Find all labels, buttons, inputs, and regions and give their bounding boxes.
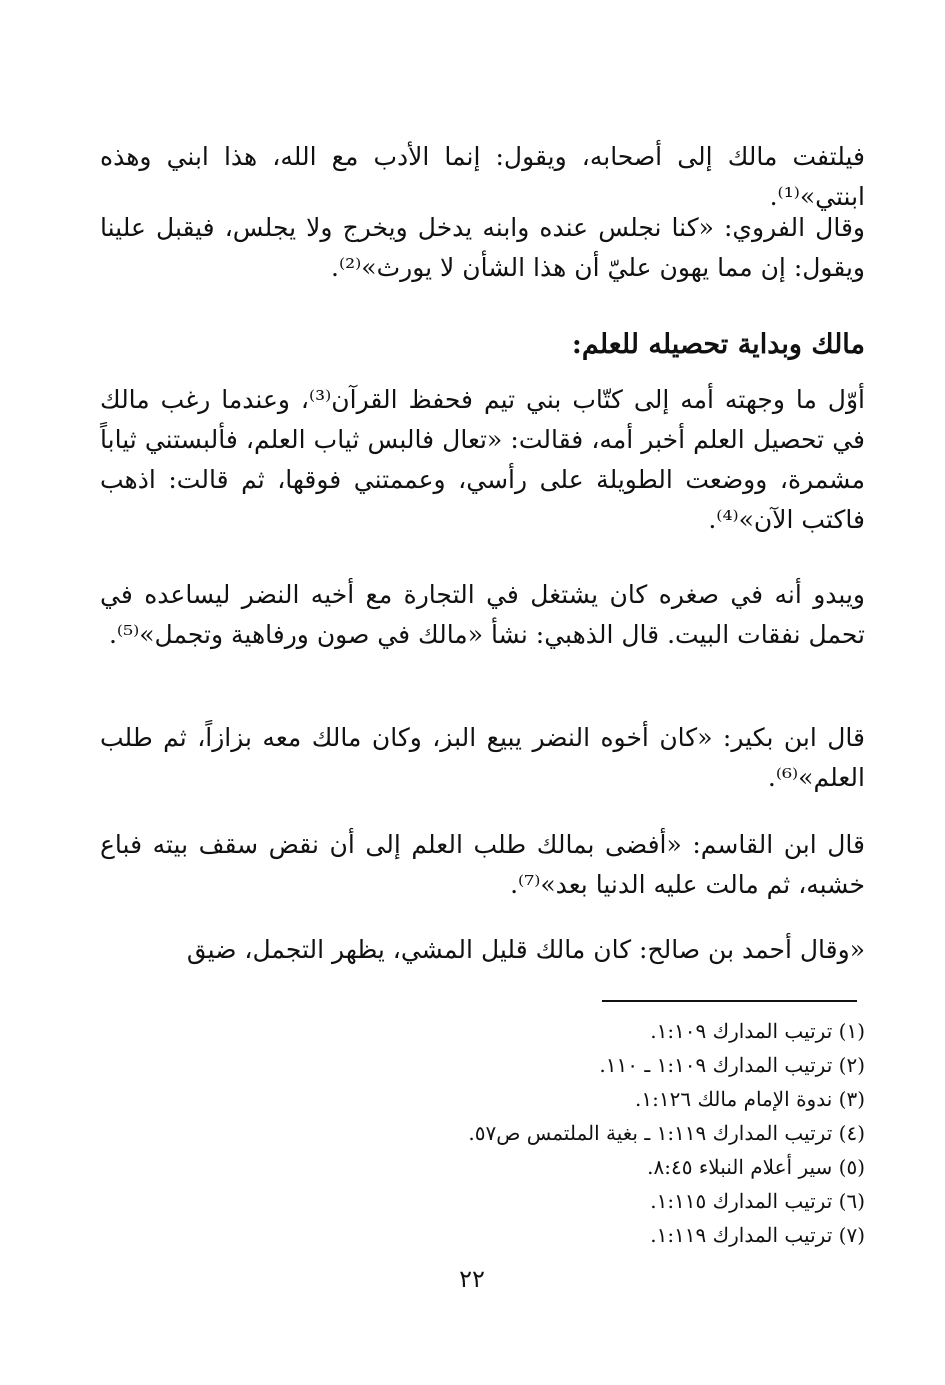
footnote-divider [602, 1000, 857, 1002]
footnote-item: (٥) سير أعلام النبلاء ٨:٤٥. [647, 1155, 865, 1179]
paragraph-2-block [100, 208, 865, 288]
body-paragraph: «وقال أحمد بن صالح: كان مالك قليل المشي، يظهر التجمل، ضيق [186, 935, 865, 964]
paragraph-5-block [100, 718, 865, 798]
section-heading: مالك وبداية تحصيله للعلم: [571, 329, 865, 360]
footnote-item: (٢) ترتيب المدارك ١:١٠٩ ـ ١١٠. [599, 1053, 865, 1077]
body-paragraph: ويبدو أنه في صغره كان يشتغل في التجارة مع أخيه النضر ليساعده في تحمل نفقات البيت. قال الذهبي: نشأ «مالك في صون ورفاهية وتجمل»⁽⁵⁾. [100, 580, 865, 649]
body-paragraph: قال ابن القاسم: «أفضى بمالك طلب العلم إلى أن نقض سقف بيته فباع خشبه، ثم مالت عليه الدنيا بعد»⁽⁷⁾. [100, 830, 865, 899]
paragraph-1-block [100, 137, 865, 217]
body-paragraph: قال ابن بكير: «كان أخوه النضر يبيع البز، وكان مالك معه بزازاً، ثم طلب العلم»⁽⁶⁾. [100, 723, 865, 792]
body-paragraph: فيلتفت مالك إلى أصحابه، ويقول: إنما الأدب مع الله، هذا ابني وهذه ابنتي»⁽¹⁾. [100, 142, 865, 211]
page-number: ٢٢ [459, 1265, 485, 1293]
footnote-list [300, 1014, 865, 1252]
paragraph-7-block [100, 930, 865, 970]
paragraph-3-block [100, 380, 865, 540]
body-paragraph: أوّل ما وجهته أمه إلى كتّاب بني تيم فحفظ القرآن⁽³⁾، وعندما رغب مالك في تحصيل العلم أخبر أمه، فقالت: «تعال فالبس ثياب العلم، فألبستني ثياباً مشمرة، ووضعت الطويلة على رأسي، وعممتني فوقها، ثم قالت: اذهب فاكتب الآن»⁽⁴⁾. [100, 385, 865, 534]
paragraph-6-block [100, 825, 865, 905]
footnote-item: (١) ترتيب المدارك ١:١٠٩. [650, 1019, 865, 1043]
footnote-item: (٦) ترتيب المدارك ١:١١٥. [650, 1189, 865, 1213]
body-paragraph: وقال الفروي: «كنا نجلس عنده وابنه يدخل ويخرج ولا يجلس، فيقبل علينا ويقول: إن مما يهون عليّ أن هذا الشأن لا يورث»⁽²⁾. [100, 213, 865, 282]
footnote-item: (٧) ترتيب المدارك ١:١١٩. [650, 1223, 865, 1247]
footnote-item: (٤) ترتيب المدارك ١:١١٩ ـ بغية الملتمس ص٥٧. [468, 1121, 865, 1145]
footnote-item: (٣) ندوة الإمام مالك ١:١٢٦. [635, 1087, 865, 1111]
paragraph-4-block [100, 575, 865, 655]
